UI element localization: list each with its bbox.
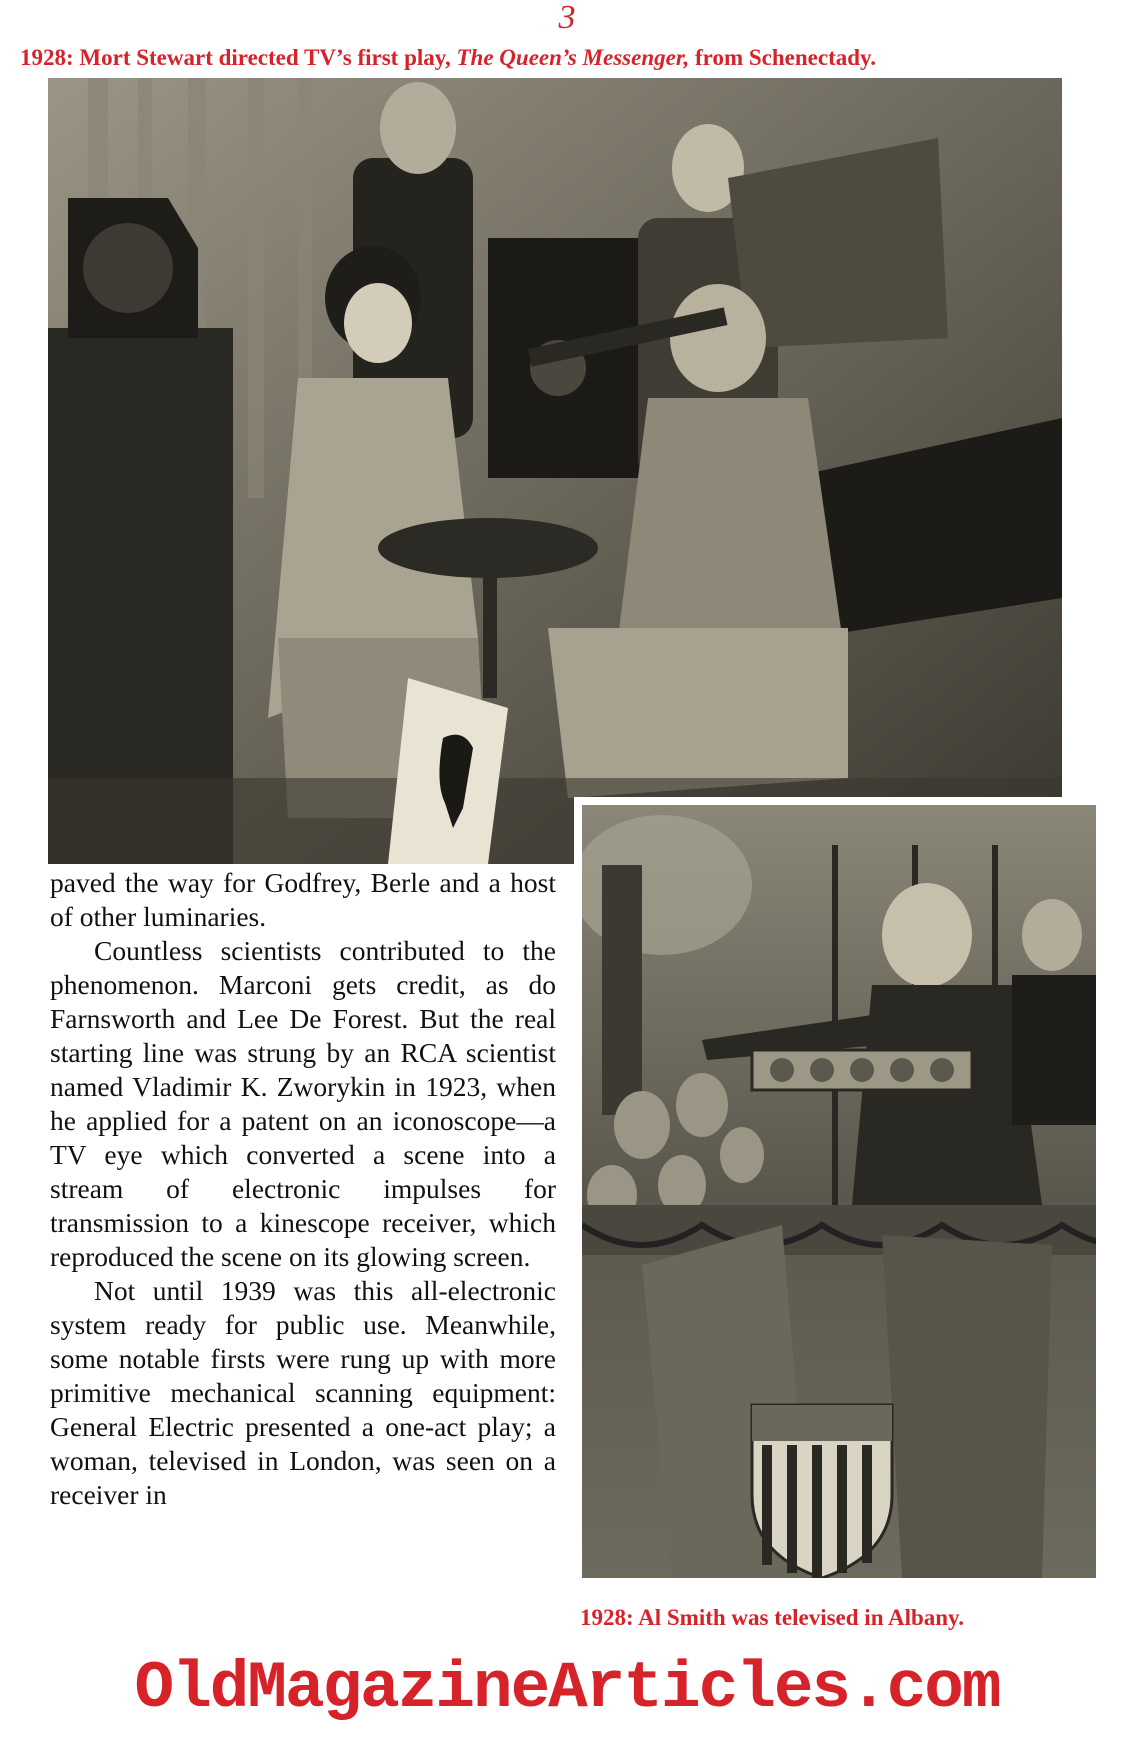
top-caption-play-title: The Queen’s Messenger,: [456, 45, 690, 70]
bottom-photo-caption: 1928: Al Smith was televised in Albany.: [580, 1605, 965, 1630]
top-caption-tail: from Schenectady.: [689, 45, 877, 70]
article-paragraph-2: Countless scientists contributed to the phenomenon. Marconi gets credit, as do Farnsworth and Lee De Forest. But the real starting line was strung by an RCA scientist named Vladimir K. Zworykin in 1923, when he applied for a patent on an iconoscope—a TV eye which converted a scene into a stream of electronic impulses for transmission to a kinescope receiver, which reproduced the scene on its glowing screen.: [50, 935, 556, 1272]
watermark-text: OldMagazineArticles.com: [134, 1651, 1000, 1726]
article-paragraph-3: Not until 1939 was this all-electronic system ready for public use. Meanwhile, some notable firsts were rung up with more primitive mechanical scanning equipment: General Electric presented a one-act play; a woman, televised in London, was seen on a receiver in: [50, 1275, 556, 1510]
studio-photo: [48, 78, 1062, 864]
top-photo-caption: [20, 44, 1120, 72]
al-smith-photo: [574, 797, 1096, 1578]
site-watermark-logo: [0, 1648, 1134, 1728]
top-caption-lead: 1928: Mort Stewart directed TV’s first play,: [20, 45, 457, 70]
article-paragraph-1: paved the way for Godfrey, Berle and a host of other luminaries.: [50, 867, 556, 932]
page-number: 3: [558, 0, 576, 36]
article-body: [50, 866, 556, 1512]
